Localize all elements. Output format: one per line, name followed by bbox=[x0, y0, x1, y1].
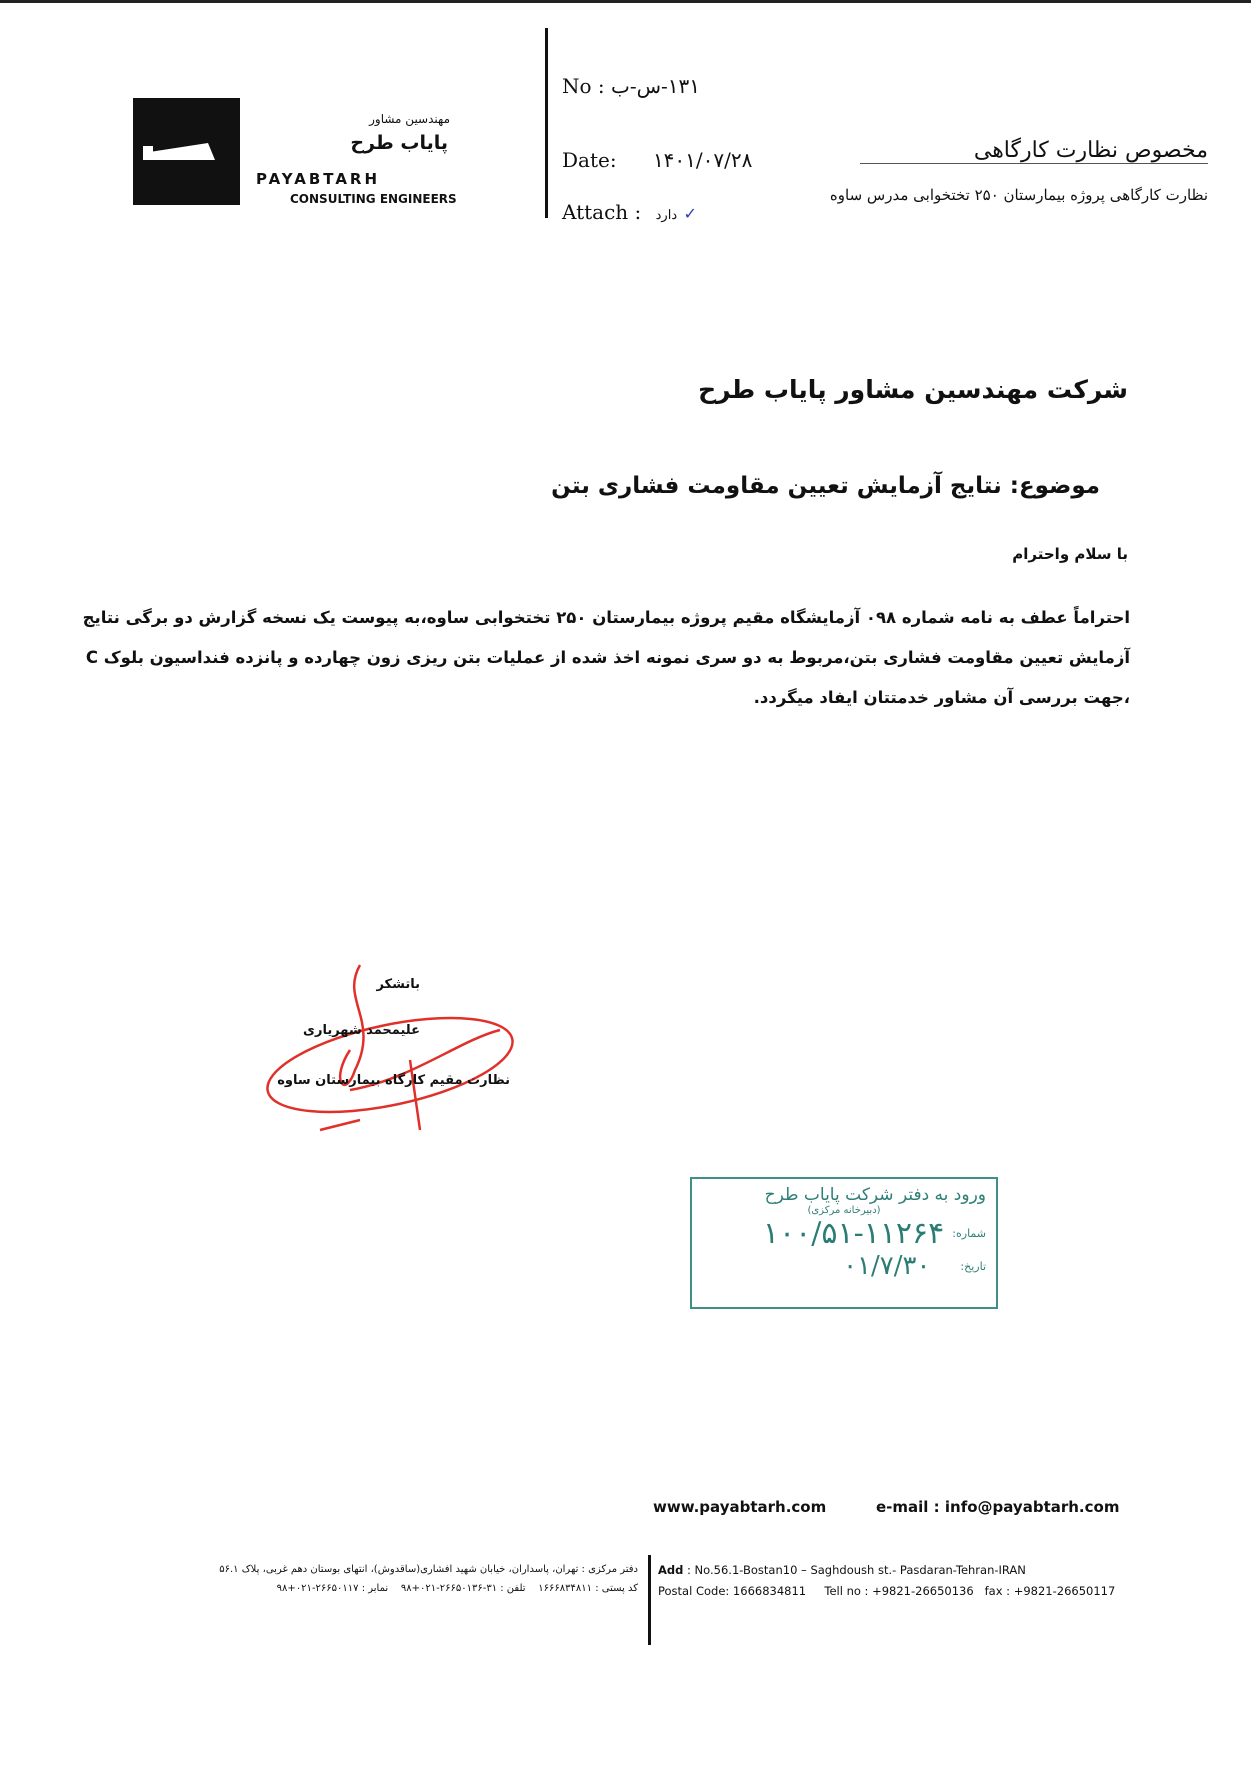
letter-attach bbox=[562, 200, 697, 224]
signature-thanks: باتشکر bbox=[376, 977, 420, 992]
stamp-date-value: ۰۱/۷/۳۰ bbox=[843, 1251, 931, 1281]
letterhead-en-name: PAYABTARH bbox=[256, 170, 381, 188]
stamp-title: ورود به دفتر شرکت پایاب طرح bbox=[764, 1185, 986, 1205]
attach-label: Attach : bbox=[562, 200, 642, 224]
stamp-subtitle: (دبیرخانه مرکزی) bbox=[807, 1205, 881, 1216]
date-value: ۱۴۰۱/۰۷/۲۸ bbox=[652, 148, 753, 172]
check-icon: ✓ bbox=[683, 204, 697, 223]
footer-en-address bbox=[658, 1563, 1026, 1577]
footer-email[interactable]: e-mail : info@payabtarh.com bbox=[876, 1498, 1120, 1516]
company-title: شرکت مهندسین مشاور پایاب طرح bbox=[698, 375, 1128, 404]
letterhead-fa-name: پایاب طرح bbox=[350, 132, 448, 154]
letter-number bbox=[562, 74, 700, 98]
attach-value: دارد bbox=[655, 208, 678, 223]
stamp-number-label: شماره: bbox=[952, 1227, 986, 1240]
recipient-line1: مخصوص نظارت کارگاهی bbox=[860, 138, 1208, 164]
stamp-date-label: تاریخ: bbox=[960, 1259, 986, 1273]
no-label: No : bbox=[562, 74, 605, 98]
address-value: : No.56.1-Bostan10 – Saghdoush st.- Pasdaran-Tehran-IRAN bbox=[683, 1563, 1026, 1577]
header-divider bbox=[545, 28, 548, 218]
footer-website[interactable]: www.payabtarh.com bbox=[653, 1498, 827, 1516]
address-label: Add bbox=[658, 1563, 684, 1577]
footer-divider bbox=[648, 1555, 651, 1645]
greeting: با سلام واحترام bbox=[1012, 545, 1128, 563]
receipt-stamp bbox=[690, 1177, 998, 1309]
letter-date bbox=[562, 148, 752, 172]
footer-fa-contact: کد پستی : ۱۶۶۶۸۳۴۸۱۱ تلفن : ۳۱-۲۶۶۵۰۱۳۶-۰۲۱+۹۸ نمابر : ۲۶۶۵۰۱۱۷-۰۲۱+۹۸ bbox=[276, 1583, 638, 1594]
body-paragraph: احتراماً عطف به نامه شماره ۰۹۸ آزمایشگاه مقیم پروژه بیمارستان ۲۵۰ تختخوابی ساوه،به پیوست یک نسخه گزارش دو برگی نتایج آزمایش تعیین مقاومت فشاری بتن،مربوط به دو سری نمونه اخذ شده از عملیات بتن ریزی زون چهارده و پانزده فنداسیون بلوک C ،جهت بررسی آن مشاور خدمتتان ایفاد میگردد. bbox=[82, 608, 1130, 707]
footer-fa-address: دفتر مرکزی : تهران، پاسداران، خیابان شهید افشاری(ساقدوش)، انتهای بوستان دهم غربی، پلاک ۵۶.۱ bbox=[219, 1564, 638, 1575]
subject: موضوع: نتایج آزمایش تعیین مقاومت فشاری بتن bbox=[551, 473, 1100, 499]
letterhead-en-sub: CONSULTING ENGINEERS bbox=[290, 192, 457, 206]
footer-en-contact: Postal Code: 1666834811 Tell no : +9821-26650136 fax : +9821-26650117 bbox=[658, 1584, 1116, 1598]
stamp-number-value: ۱۰۰/۵۱-۱۱۲۶۴ bbox=[762, 1216, 945, 1251]
scan-edge bbox=[0, 0, 1251, 3]
letterhead-fa-small: مهندسین مشاور bbox=[369, 112, 450, 126]
no-value: ۱۳۱-س-ب bbox=[611, 74, 700, 98]
signature-name: علیمحمد شهریاری bbox=[303, 1023, 420, 1038]
date-label: Date: bbox=[562, 148, 617, 172]
payabtarh-logo bbox=[133, 98, 240, 205]
recipient-line2: نظارت کارگاهی پروژه بیمارستان ۲۵۰ تختخوابی مدرس ساوه bbox=[829, 186, 1208, 204]
signature-title: نظارت مقیم کارگاه بیمارستان ساوه bbox=[277, 1073, 510, 1088]
